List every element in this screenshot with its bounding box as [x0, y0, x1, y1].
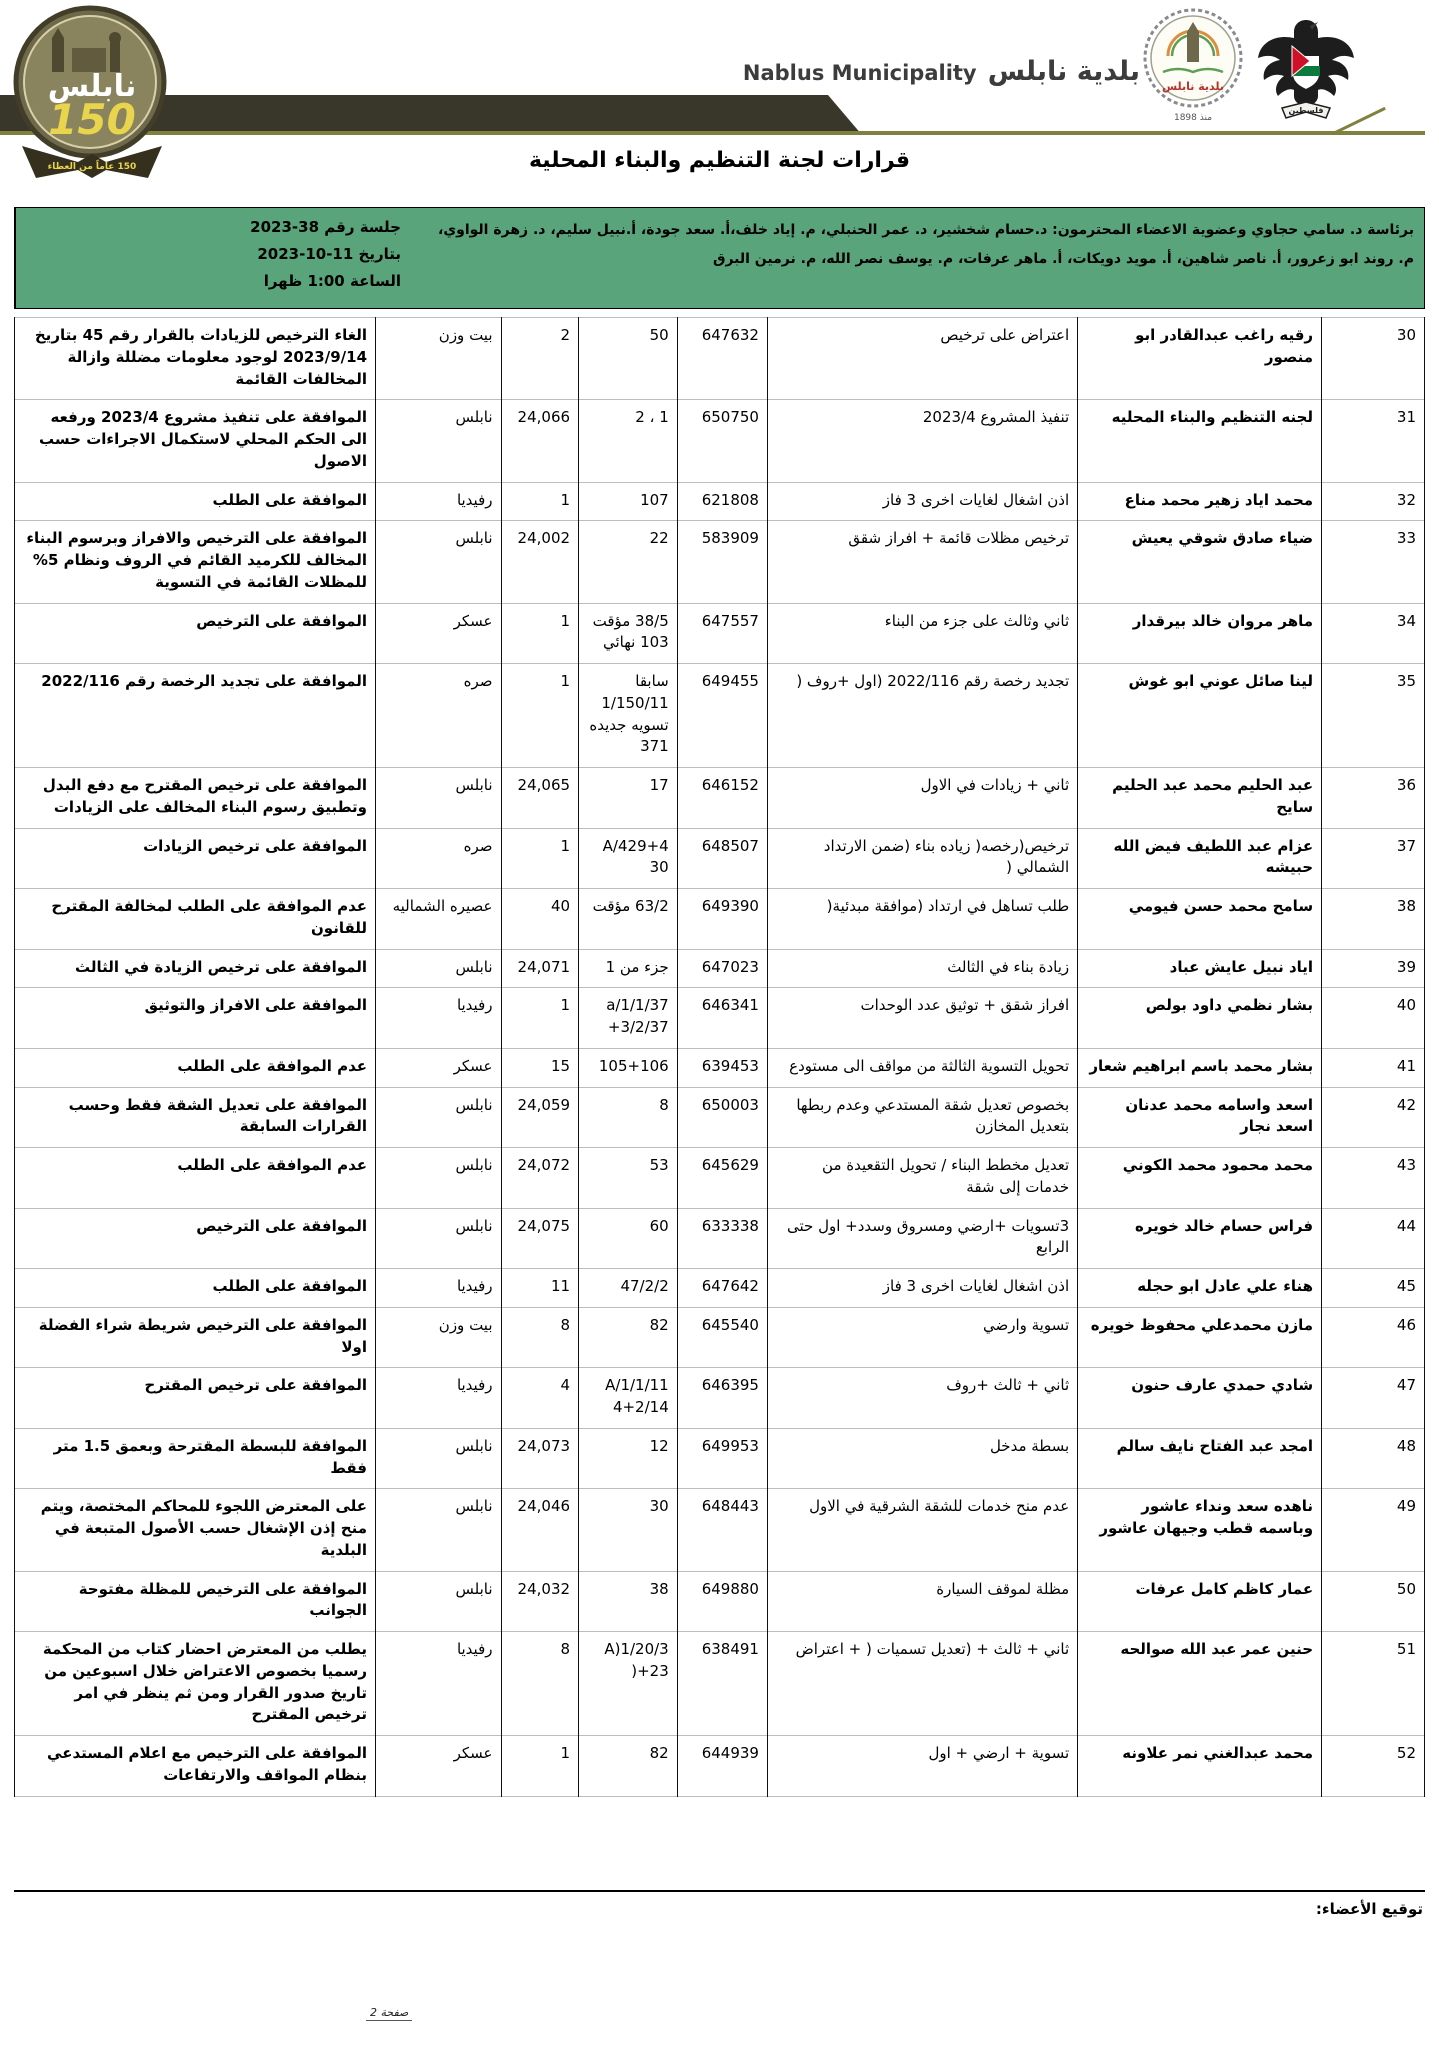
cell-request: اذن اشغال لغايات اخرى 3 فاز — [767, 482, 1077, 521]
cell-no: 30 — [1322, 318, 1425, 400]
cell-plot: 30 — [579, 1489, 678, 1571]
cell-no: 51 — [1322, 1632, 1425, 1736]
cell-decision: الموافقة على الافراز والتوثيق — [15, 988, 376, 1049]
cell-plot: 47/2/2 — [579, 1269, 678, 1308]
cell-name: عزام عبد اللطيف فيض الله حبيشه — [1078, 828, 1322, 889]
cell-no: 36 — [1322, 768, 1425, 829]
cell-name: امجد عبد الفتاح نايف سالم — [1078, 1428, 1322, 1489]
cell-plot: 53 — [579, 1148, 678, 1209]
cell-file_no: 583909 — [677, 521, 767, 603]
decisions-table — [14, 317, 1425, 1797]
cell-file_no: 648443 — [677, 1489, 767, 1571]
cell-file_no: 646152 — [677, 768, 767, 829]
cell-decision: الموافقة على تنفيذ مشروع 2023/4 ورفعه الى الحكم المحلي لاستكمال الاجراءات حسب الاصول — [15, 400, 376, 482]
cell-name: لينا صائل عوني ابو غوش — [1078, 664, 1322, 768]
cell-plot: 107 — [579, 482, 678, 521]
session-info-band — [14, 207, 1425, 309]
cell-name: محمد اياد زهير محمد مناع — [1078, 482, 1322, 521]
cell-no: 52 — [1322, 1736, 1425, 1797]
cell-file_no: 647632 — [677, 318, 767, 400]
cell-block: 24,032 — [501, 1571, 579, 1632]
cell-no: 47 — [1322, 1368, 1425, 1429]
cell-area: نابلس — [376, 949, 501, 988]
cell-name: ضياء صادق شوقي يعيش — [1078, 521, 1322, 603]
cell-no: 45 — [1322, 1269, 1425, 1308]
cell-file_no: 649953 — [677, 1428, 767, 1489]
cell-request: تحويل التسوية الثالثة من مواقف الى مستودع — [767, 1048, 1077, 1087]
cell-area: رفيديا — [376, 482, 501, 521]
table-row — [15, 1368, 1425, 1429]
anniversary-150-logo-icon — [8, 4, 176, 186]
cell-file_no: 644939 — [677, 1736, 767, 1797]
cell-plot: سابقا 1/150/11 تسويه جديده 371 — [579, 664, 678, 768]
cell-plot: 60 — [579, 1208, 678, 1269]
cell-area: نابلس — [376, 1571, 501, 1632]
cell-name: عمار كاظم كامل عرفات — [1078, 1571, 1322, 1632]
cell-block: 1 — [501, 603, 579, 664]
cell-decision: عدم الموافقة على الطلب لمخالفة المقترح للقانون — [15, 889, 376, 950]
cell-block: 2 — [501, 318, 579, 400]
cell-file_no: 633338 — [677, 1208, 767, 1269]
table-row — [15, 400, 1425, 482]
cell-plot: 105+106 — [579, 1048, 678, 1087]
cell-name: مازن محمدعلي محفوظ خويره — [1078, 1307, 1322, 1368]
table-row — [15, 318, 1425, 400]
decisions-table-body — [15, 318, 1425, 1797]
table-row — [15, 482, 1425, 521]
cell-request: بسطة مدخل — [767, 1428, 1077, 1489]
cell-area: نابلس — [376, 400, 501, 482]
cell-plot: A)1/20/3 +23( — [579, 1632, 678, 1736]
table-row — [15, 1269, 1425, 1308]
cell-request: ترخيص(رخصه( زياده بناء (ضمن الارتداد الشمالي ( — [767, 828, 1077, 889]
cell-no: 41 — [1322, 1048, 1425, 1087]
cell-decision: الموافقة على تجديد الرخصة رقم 2022/116 — [15, 664, 376, 768]
cell-block: 1 — [501, 1736, 579, 1797]
cell-request: اذن اشغال لغايات اخرى 3 فاز — [767, 1269, 1077, 1308]
cell-no: 39 — [1322, 949, 1425, 988]
cell-no: 32 — [1322, 482, 1425, 521]
cell-no: 33 — [1322, 521, 1425, 603]
cell-block: 24,059 — [501, 1087, 579, 1148]
cell-request: ثاني وثالث على جزء من البناء — [767, 603, 1077, 664]
table-row — [15, 664, 1425, 768]
cell-file_no: 647642 — [677, 1269, 767, 1308]
cell-no: 38 — [1322, 889, 1425, 950]
cell-plot: 50 — [579, 318, 678, 400]
cell-request: تسوية وارضي — [767, 1307, 1077, 1368]
cell-name: سامح محمد حسن فيومي — [1078, 889, 1322, 950]
cell-name: لجنه التنظيم والبناء المحليه — [1078, 400, 1322, 482]
cell-decision: عدم الموافقة على الطلب — [15, 1048, 376, 1087]
svg-text:150: 150 — [48, 95, 136, 144]
cell-decision: عدم الموافقة على الطلب — [15, 1148, 376, 1209]
cell-request: تعديل مخطط البناء / تحويل التقعيدة من خدمات إلى شقة — [767, 1148, 1077, 1209]
cell-block: 24,065 — [501, 768, 579, 829]
table-row — [15, 1736, 1425, 1797]
cell-no: 34 — [1322, 603, 1425, 664]
cell-block: 11 — [501, 1269, 579, 1308]
cell-plot: A/1/1/11 4+2/14 — [579, 1368, 678, 1429]
cell-area: عسكر — [376, 1048, 501, 1087]
cell-no: 31 — [1322, 400, 1425, 482]
svg-text:منذ 1898: منذ 1898 — [1173, 113, 1213, 123]
cell-file_no: 649390 — [677, 889, 767, 950]
cell-request: زيادة بناء في الثالث — [767, 949, 1077, 988]
cell-decision: الموافقة على الترخيص للمظلة مفتوحة الجوانب — [15, 1571, 376, 1632]
cell-plot: 63/2 مؤقت — [579, 889, 678, 950]
cell-area: عسكر — [376, 1736, 501, 1797]
cell-plot: 82 — [579, 1307, 678, 1368]
cell-area: عسكر — [376, 603, 501, 664]
cell-decision: الموافقة على الترخيص — [15, 1208, 376, 1269]
cell-area: نابلس — [376, 1148, 501, 1209]
cell-name: اياد نبيل عايش عباد — [1078, 949, 1322, 988]
svg-text:بلدية نابلس: بلدية نابلس — [1161, 80, 1225, 93]
municipality-name-en: Nablus Municipality — [742, 61, 977, 85]
cell-no: 50 — [1322, 1571, 1425, 1632]
table-row — [15, 889, 1425, 950]
signature-label: توقيع الأعضاء: — [1315, 1900, 1423, 1918]
cell-area: رفيديا — [376, 988, 501, 1049]
cell-decision: الموافقة على الطلب — [15, 482, 376, 521]
cell-no: 48 — [1322, 1428, 1425, 1489]
cell-file_no: 639453 — [677, 1048, 767, 1087]
cell-no: 37 — [1322, 828, 1425, 889]
decisions-table-wrap — [14, 317, 1425, 1797]
table-row — [15, 1208, 1425, 1269]
cell-request: اعتراض على ترخيص — [767, 318, 1077, 400]
cell-file_no: 621808 — [677, 482, 767, 521]
table-row — [15, 1148, 1425, 1209]
cell-request: ترخيص مظلات قائمة + افراز شقق — [767, 521, 1077, 603]
cell-name: هناء علي عادل ابو حجله — [1078, 1269, 1322, 1308]
cell-area: نابلس — [376, 1208, 501, 1269]
municipality-name-ar: بلدية نابلس — [987, 56, 1140, 87]
svg-text:150 عاماً من العطاء: 150 عاماً من العطاء — [47, 162, 137, 172]
cell-block: 1 — [501, 828, 579, 889]
cell-request: ثاني + زيادات في الاول — [767, 768, 1077, 829]
cell-name: اسعد واسامه محمد عدنان اسعد نجار — [1078, 1087, 1322, 1148]
cell-block: 24,073 — [501, 1428, 579, 1489]
cell-name: بشار محمد باسم ابراهيم شعار — [1078, 1048, 1322, 1087]
cell-block: 8 — [501, 1307, 579, 1368]
cell-name: رقيه راغب عبدالقادر ابو منصور — [1078, 318, 1322, 400]
cell-block: 24,002 — [501, 521, 579, 603]
cell-decision: الموافقة على ترخيص المقترح مع دفع البدل وتطبيق رسوم البناء المخالف على الزيادات — [15, 768, 376, 829]
cell-name: محمد محمود محمد الكوني — [1078, 1148, 1322, 1209]
page-number: صفحة 2 — [366, 2006, 412, 2021]
page-title: قرارات لجنة التنظيم والبناء المحلية — [528, 148, 911, 173]
municipality-seal-icon — [1138, 6, 1248, 128]
session-meta — [15, 208, 411, 308]
table-row — [15, 768, 1425, 829]
cell-area: رفيديا — [376, 1269, 501, 1308]
cell-file_no: 646395 — [677, 1368, 767, 1429]
cell-file_no: 645629 — [677, 1148, 767, 1209]
cell-file_no: 648507 — [677, 828, 767, 889]
cell-request: تنفيذ المشروع 2023/4 — [767, 400, 1077, 482]
svg-text:نابلس: نابلس — [47, 69, 137, 104]
cell-area: نابلس — [376, 1428, 501, 1489]
table-row — [15, 1307, 1425, 1368]
municipality-name — [742, 56, 1140, 87]
cell-file_no: 647023 — [677, 949, 767, 988]
cell-no: 44 — [1322, 1208, 1425, 1269]
cell-file_no: 647557 — [677, 603, 767, 664]
cell-area: صره — [376, 664, 501, 768]
cell-block: 1 — [501, 988, 579, 1049]
cell-file_no: 649455 — [677, 664, 767, 768]
cell-decision: الموافقة على الترخيص مع اعلام المستدعي بنظام المواقف والارتفاعات — [15, 1736, 376, 1797]
cell-plot: a/1/1/37 +3/2/37 — [579, 988, 678, 1049]
cell-no: 46 — [1322, 1307, 1425, 1368]
session-members: برئاسة د. سامي حجاوي وعضوية الاعضاء المحترمون: د.حسام شخشير، د. عمر الحنبلي، م. إياد خلف،أ. سعد جودة، أ.نبيل سليم، د. زهرة الواوي، م. روند ابو زعرور، أ. ناصر شاهين، أ. مويد دويكات، أ. ماهر عرفات، م. يوسف نصر الله، م. نرمين البرق — [438, 222, 1414, 267]
cell-name: ماهر مروان خالد بيرقدار — [1078, 603, 1322, 664]
cell-file_no: 650750 — [677, 400, 767, 482]
table-row — [15, 1632, 1425, 1736]
cell-decision: الموافقة للبسطة المقترحة وبعمق 1.5 متر فقط — [15, 1428, 376, 1489]
cell-area: نابلس — [376, 521, 501, 603]
table-row — [15, 1428, 1425, 1489]
cell-request: ثاني + ثالث + (تعديل تسميات ( + اعتراض — [767, 1632, 1077, 1736]
cell-block: 15 — [501, 1048, 579, 1087]
cell-request: تسوية + ارضي + اول — [767, 1736, 1077, 1797]
cell-area: بيت وزن — [376, 318, 501, 400]
session-date: بتاريخ 11-10-2023 — [257, 245, 401, 263]
cell-decision: يطلب من المعترض احضار كتاب من المحكمة رسميا بخصوص الاعتراض خلال اسبوعين من تاريخ صدور القرار ومن ثم ينظر في امر ترخيص المقترح — [15, 1632, 376, 1736]
session-number: جلسة رقم 38-2023 — [250, 218, 401, 236]
cell-plot: 38 — [579, 1571, 678, 1632]
cell-decision: الموافقة على الترخيص والافراز وبرسوم البناء المخالف للكرميد القائم في الروف ونظام 5% للمظلات القائمة في التسوية — [15, 521, 376, 603]
cell-request: عدم منح خدمات للشقة الشرقية في الاول — [767, 1489, 1077, 1571]
header-olive-line — [0, 131, 1425, 135]
palestine-emblem-icon — [1252, 12, 1360, 124]
cell-name: عبد الحليم محمد عبد الحليم سايح — [1078, 768, 1322, 829]
cell-decision: الموافقة على ترخيص الزيادات — [15, 828, 376, 889]
cell-request: 3تسويات +ارضي ومسروق وسدد+ اول حتى الرابع — [767, 1208, 1077, 1269]
table-row — [15, 988, 1425, 1049]
cell-name: ناهده سعد ونداء عاشور وباسمه قطب وجيهان عاشور — [1078, 1489, 1322, 1571]
svg-text:فلسطين: فلسطين — [1288, 106, 1324, 115]
cell-file_no: 650003 — [677, 1087, 767, 1148]
cell-name: محمد عبدالغني نمر علاونه — [1078, 1736, 1322, 1797]
cell-decision: على المعترض اللجوء للمحاكم المختصة، ويتم منح إذن الإشغال حسب الأصول المتبعة في البلدية — [15, 1489, 376, 1571]
cell-plot: 8 — [579, 1087, 678, 1148]
cell-request: افراز شقق + توثيق عدد الوحدات — [767, 988, 1077, 1049]
cell-decision: الموافقة على الترخيص شريطة شراء الفضلة اولا — [15, 1307, 376, 1368]
cell-plot: 22 — [579, 521, 678, 603]
cell-plot: 82 — [579, 1736, 678, 1797]
cell-name: حنين عمر عبد الله صوالحه — [1078, 1632, 1322, 1736]
cell-no: 49 — [1322, 1489, 1425, 1571]
table-row — [15, 949, 1425, 988]
cell-block: 4 — [501, 1368, 579, 1429]
cell-area: عصيره الشماليه — [376, 889, 501, 950]
table-row — [15, 1571, 1425, 1632]
cell-area: نابلس — [376, 768, 501, 829]
cell-block: 24,046 — [501, 1489, 579, 1571]
cell-block: 1 — [501, 664, 579, 768]
cell-block: 24,071 — [501, 949, 579, 988]
cell-block: 1 — [501, 482, 579, 521]
cell-area: نابلس — [376, 1489, 501, 1571]
cell-area: صره — [376, 828, 501, 889]
cell-request: بخصوص تعديل شقة المستدعي وعدم ربطها بتعديل المخازن — [767, 1087, 1077, 1148]
cell-file_no: 649880 — [677, 1571, 767, 1632]
cell-request: تجديد رخصة رقم 2022/116 (اول +روف ( — [767, 664, 1077, 768]
table-row — [15, 1489, 1425, 1571]
cell-decision: الموافقة على الترخيص — [15, 603, 376, 664]
cell-plot: A/429+4 30 — [579, 828, 678, 889]
cell-plot: جزء من 1 — [579, 949, 678, 988]
cell-request: طلب تساهل في ارتداد (موافقة مبدئية( — [767, 889, 1077, 950]
cell-no: 43 — [1322, 1148, 1425, 1209]
cell-area: نابلس — [376, 1087, 501, 1148]
cell-no: 35 — [1322, 664, 1425, 768]
cell-request: ثاني + ثالث +روف — [767, 1368, 1077, 1429]
cell-area: رفيديا — [376, 1368, 501, 1429]
signature-divider — [14, 1890, 1425, 1892]
cell-decision: الموافقة على ترخيص المقترح — [15, 1368, 376, 1429]
cell-plot: 17 — [579, 768, 678, 829]
cell-block: 24,075 — [501, 1208, 579, 1269]
table-row — [15, 603, 1425, 664]
table-row — [15, 1048, 1425, 1087]
cell-area: رفيديا — [376, 1632, 501, 1736]
cell-file_no: 645540 — [677, 1307, 767, 1368]
table-row — [15, 828, 1425, 889]
cell-name: شادي حمدي عارف حنون — [1078, 1368, 1322, 1429]
table-row — [15, 521, 1425, 603]
cell-name: بشار نظمي داود بولص — [1078, 988, 1322, 1049]
cell-decision: الموافقة على تعديل الشقة فقط وحسب القرارات السابقة — [15, 1087, 376, 1148]
cell-area: بيت وزن — [376, 1307, 501, 1368]
cell-decision: الموافقة على الطلب — [15, 1269, 376, 1308]
cell-no: 40 — [1322, 988, 1425, 1049]
cell-file_no: 646341 — [677, 988, 767, 1049]
cell-plot: 12 — [579, 1428, 678, 1489]
cell-decision: الموافقة على ترخيص الزيادة في الثالث — [15, 949, 376, 988]
cell-request: مظلة لموقف السيارة — [767, 1571, 1077, 1632]
cell-plot: 38/5 مؤقت 103 نهائي — [579, 603, 678, 664]
table-row — [15, 1087, 1425, 1148]
cell-name: فراس حسام خالد خويره — [1078, 1208, 1322, 1269]
cell-file_no: 638491 — [677, 1632, 767, 1736]
cell-decision: الغاء الترخيص للزيادات بالقرار رقم 45 بتاريخ 2023/9/14 لوجود معلومات مضللة وازالة المخالفات القائمة — [15, 318, 376, 400]
cell-plot: 1 ، 2 — [579, 400, 678, 482]
session-time: الساعة 1:00 ظهرا — [263, 272, 401, 290]
cell-block: 40 — [501, 889, 579, 950]
cell-block: 24,066 — [501, 400, 579, 482]
cell-block: 24,072 — [501, 1148, 579, 1209]
cell-block: 8 — [501, 1632, 579, 1736]
cell-no: 42 — [1322, 1087, 1425, 1148]
